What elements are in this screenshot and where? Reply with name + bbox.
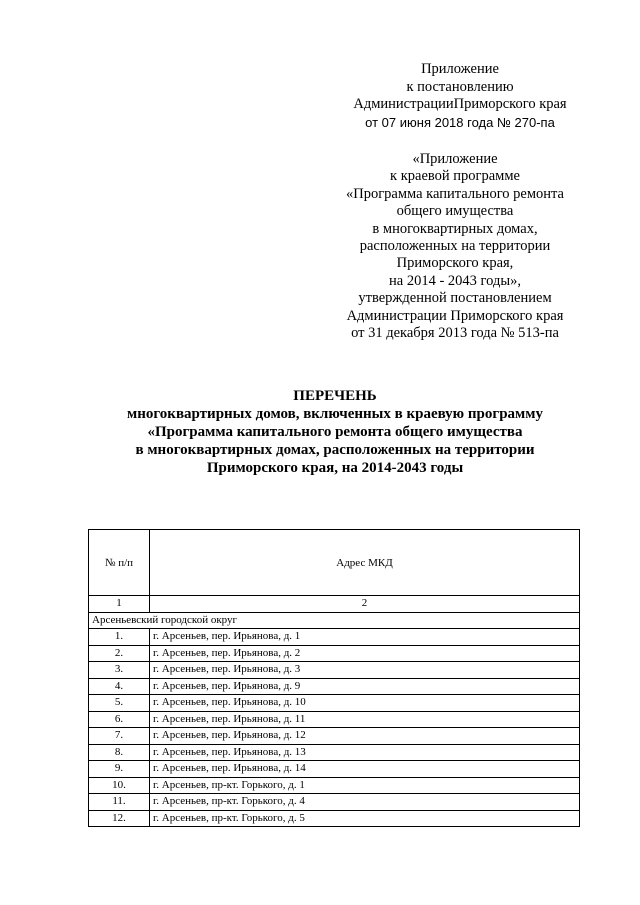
table-row bbox=[89, 695, 580, 712]
attachment-primary-line: от 07 июня 2018 года № 270-па bbox=[365, 114, 555, 130]
attachment-secondary-line: Приморского края, bbox=[396, 255, 514, 272]
table-header-row bbox=[89, 530, 580, 596]
row-num: 6. bbox=[89, 711, 150, 728]
attachment-secondary-line: общего имущества bbox=[396, 203, 514, 220]
attachment-secondary bbox=[330, 151, 580, 342]
row-address: г. Арсеньев, пер. Ирьянова, д. 1 bbox=[150, 629, 580, 646]
row-address: г. Арсеньев, пр-кт. Горького, д. 5 bbox=[150, 810, 580, 827]
table-section-row bbox=[89, 612, 580, 629]
attachment-secondary-line: «Программа капитального ремонта bbox=[346, 185, 564, 202]
attachment-secondary-line: в многоквартирных домах, bbox=[372, 220, 538, 237]
row-num: 9. bbox=[89, 761, 150, 778]
row-address: г. Арсеньев, пер. Ирьянова, д. 3 bbox=[150, 662, 580, 679]
row-address: г. Арсеньев, пер. Ирьянова, д. 14 bbox=[150, 761, 580, 778]
row-num: 10. bbox=[89, 777, 150, 794]
row-num: 5. bbox=[89, 695, 150, 712]
heading-line: Приморского края, на 2014-2043 годы bbox=[206, 460, 464, 476]
attachment-secondary-line: к краевой программе bbox=[390, 168, 520, 185]
attachment-secondary-line: Администрации Приморского края bbox=[346, 307, 564, 324]
attachment-primary-line: АдминистрацииПриморского края bbox=[353, 96, 567, 112]
row-address: г. Арсеньев, пер. Ирьянова, д. 10 bbox=[150, 695, 580, 712]
index-num: 1 bbox=[89, 596, 150, 613]
header-address: Адрес МКД bbox=[150, 530, 580, 596]
row-address: г. Арсеньев, пер. Ирьянова, д. 11 bbox=[150, 711, 580, 728]
attachment-secondary-line: расположенных на территории bbox=[359, 238, 551, 255]
table-row bbox=[89, 711, 580, 728]
row-address: г. Арсеньев, пр-кт. Горького, д. 4 bbox=[150, 794, 580, 811]
attachment-primary-line: Приложение bbox=[421, 61, 499, 77]
attachment-secondary-line: от 31 декабря 2013 года № 513-па bbox=[351, 325, 559, 342]
row-num: 3. bbox=[89, 662, 150, 679]
table-row bbox=[89, 645, 580, 662]
row-num: 1. bbox=[89, 629, 150, 646]
row-num: 4. bbox=[89, 678, 150, 695]
row-num: 2. bbox=[89, 645, 150, 662]
attachment-secondary-line: на 2014 - 2043 годы», bbox=[389, 272, 521, 289]
row-address: г. Арсеньев, пер. Ирьянова, д. 2 bbox=[150, 645, 580, 662]
row-num: 11. bbox=[89, 794, 150, 811]
document-heading bbox=[90, 387, 580, 477]
table-row bbox=[89, 777, 580, 794]
table-row bbox=[89, 678, 580, 695]
heading-title: ПЕРЕЧЕНЬ bbox=[293, 388, 377, 404]
heading-line: «Программа капитального ремонта общего имущества bbox=[147, 424, 523, 440]
header-num: № п/п bbox=[89, 530, 150, 596]
table-row bbox=[89, 662, 580, 679]
table-row bbox=[89, 728, 580, 745]
buildings-table bbox=[88, 529, 579, 827]
table-row bbox=[89, 761, 580, 778]
attachment-primary bbox=[340, 61, 580, 131]
heading-line: многоквартирных домов, включенных в краевую программу bbox=[127, 406, 543, 422]
table-row bbox=[89, 810, 580, 827]
row-address: г. Арсеньев, пер. Ирьянова, д. 9 bbox=[150, 678, 580, 695]
table-row bbox=[89, 794, 580, 811]
row-address: г. Арсеньев, пер. Ирьянова, д. 12 bbox=[150, 728, 580, 745]
attachment-secondary-line: утвержденной постановлением bbox=[358, 290, 552, 307]
table-index-row bbox=[89, 596, 580, 613]
attachment-primary-line: к постановлению bbox=[406, 78, 514, 95]
row-num: 12. bbox=[89, 810, 150, 827]
row-address: г. Арсеньев, пр-кт. Горького, д. 1 bbox=[150, 777, 580, 794]
row-num: 8. bbox=[89, 744, 150, 761]
table-row bbox=[89, 744, 580, 761]
heading-line: в многоквартирных домах, расположенных на территории bbox=[135, 442, 535, 458]
table-row bbox=[89, 629, 580, 646]
row-num: 7. bbox=[89, 728, 150, 745]
row-address: г. Арсеньев, пер. Ирьянова, д. 13 bbox=[150, 744, 580, 761]
attachment-secondary-line: «Приложение bbox=[412, 151, 498, 167]
index-address: 2 bbox=[150, 596, 580, 613]
section-label: Арсеньевский городской округ bbox=[89, 612, 580, 629]
